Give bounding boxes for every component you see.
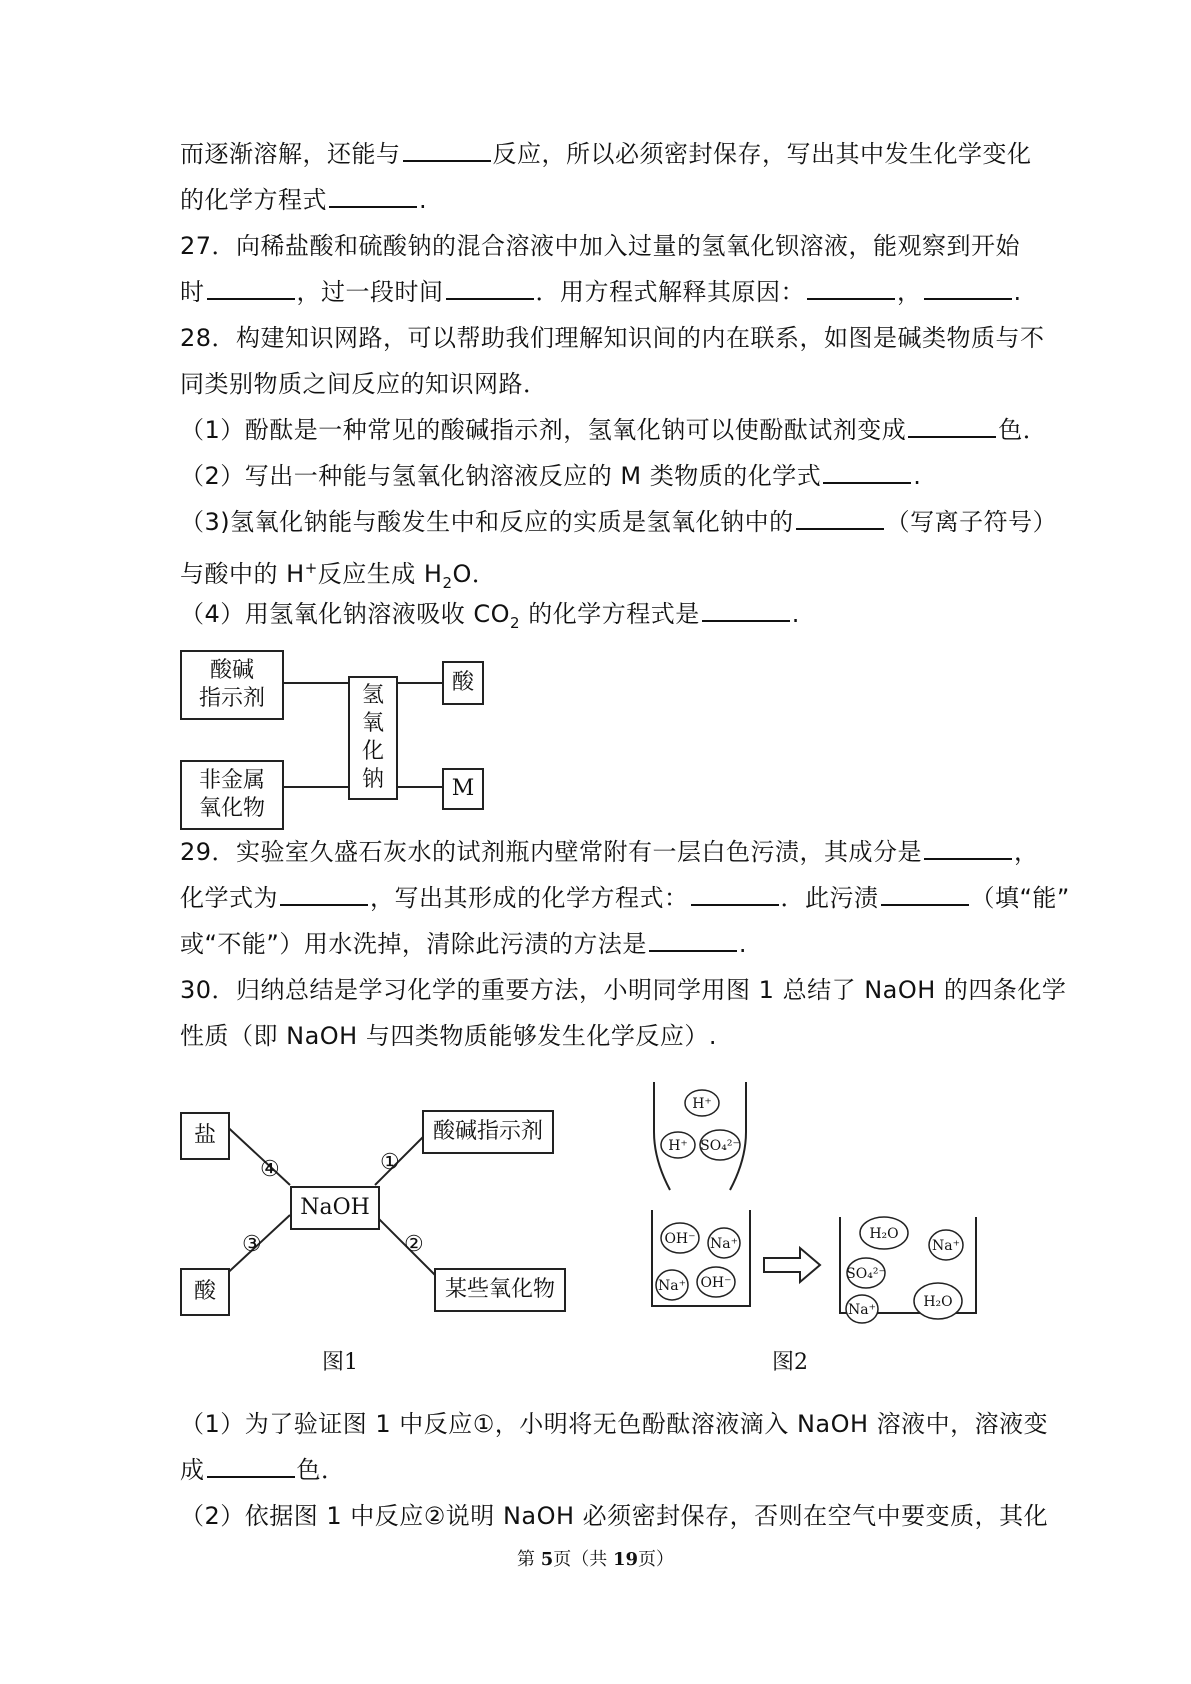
indicator-box: 酸碱 指示剂 <box>180 650 284 720</box>
answer-blank[interactable] <box>823 460 911 484</box>
ion-label: Na⁺ <box>658 1278 686 1294</box>
text-line: （2）依据图 1 中反应②说明 NaOH 必须密封保存，否则在空气中要变质，其化 <box>180 1502 1049 1530</box>
answer-blank[interactable] <box>908 414 996 438</box>
text-line: （1）为了验证图 1 中反应①，小明将无色酚酞溶液滴入 NaOH 溶液中，溶液变 <box>180 1410 1049 1438</box>
connector-line <box>282 682 348 684</box>
sodium-hydroxide-box: 氢 氧 化 钠 <box>348 676 398 800</box>
answer-blank[interactable] <box>280 882 368 906</box>
text-line: （4）用氢氧化钠溶液吸收 $CO_2$ 的化学方程式是 . <box>180 600 800 632</box>
text-line: 与酸中的 H+反应生成 $H_2O$． <box>180 559 497 592</box>
reaction-4-label: ④ <box>260 1157 280 1182</box>
ion-label: H₂O <box>869 1226 899 1242</box>
reaction-1-label: ① <box>380 1150 400 1175</box>
answer-blank[interactable] <box>446 276 534 300</box>
answer-blank[interactable] <box>796 506 884 530</box>
acid-box: 酸 <box>180 1268 230 1316</box>
ion-label: Na⁺ <box>932 1238 960 1254</box>
text-line: 而逐渐溶解，还能与 反应，所以必须密封保存，写出其中发生化学变化 <box>180 140 1032 168</box>
figure-2-drawing <box>640 1080 980 1340</box>
ion-label: OH⁻ <box>664 1231 696 1247</box>
text-line: 同类别物质之间反应的知识网路． <box>180 370 548 398</box>
text-line: 的化学方程式 . <box>180 186 428 214</box>
answer-blank[interactable] <box>807 276 895 300</box>
ion-label: H₂O <box>923 1294 953 1310</box>
answer-blank[interactable] <box>329 184 417 208</box>
answer-blank[interactable] <box>207 1454 295 1478</box>
answer-blank[interactable] <box>649 928 737 952</box>
question-29: 29．实验室久盛石灰水的试剂瓶内壁常附有一层白色污渍，其成分是 ， <box>180 838 1039 866</box>
text-line: 成 色． <box>180 1456 346 1484</box>
salt-box: 盐 <box>180 1112 230 1160</box>
text-line: 时 ，过一段时间 ．用方程式解释其原因： ， . <box>180 278 1022 306</box>
connector-line <box>396 786 442 788</box>
answer-blank[interactable] <box>924 836 1012 860</box>
oxide-box: 某些氧化物 <box>434 1268 566 1312</box>
answer-blank[interactable] <box>207 276 295 300</box>
naoh-box: NaOH <box>290 1186 380 1230</box>
question-27: 27．向稀盐酸和硫酸钠的混合溶液中加入过量的氢氧化钡溶液，能观察到开始 <box>180 232 1021 260</box>
answer-blank[interactable] <box>924 276 1012 300</box>
answer-blank[interactable] <box>702 598 790 622</box>
question-28: 28．构建知识网路，可以帮助我们理解知识间的内在联系，如图是碱类物质与不 <box>180 324 1045 352</box>
text-line: 性质（即 NaOH 与四类物质能够发生化学反应）. <box>180 1022 717 1050</box>
page-total: 19 <box>612 1549 639 1570</box>
answer-blank[interactable] <box>691 882 779 906</box>
ion-label: OH⁻ <box>700 1275 732 1291</box>
page-number: 5 <box>540 1549 554 1570</box>
nonmetal-oxide-box: 非金属 氧化物 <box>180 760 284 830</box>
ion-label: H⁺ <box>668 1138 688 1154</box>
m-box: M <box>442 768 484 810</box>
text-line: 或“不能”）用水洗掉，清除此污渍的方法是 . <box>180 930 748 958</box>
ion-label: SO₄²⁻ <box>846 1266 886 1282</box>
acid-box: 酸 <box>442 661 484 705</box>
indicator-box: 酸碱指示剂 <box>422 1110 554 1154</box>
ion-label: H⁺ <box>692 1096 712 1112</box>
ion-label: Na⁺ <box>848 1302 876 1318</box>
ion-label: Na⁺ <box>710 1236 738 1252</box>
answer-blank[interactable] <box>881 882 969 906</box>
text-line: （1）酚酞是一种常见的酸碱指示剂，氢氧化钠可以使酚酞试剂变成 色． <box>180 416 1048 444</box>
figure-1-caption: 图1 <box>322 1350 358 1375</box>
connector-line <box>282 786 348 788</box>
text-line: （3)氢氧化钠能与酸发生中和反应的实质是氢氧化钠中的 （写离子符号） <box>180 508 1058 536</box>
figure-2-caption: 图2 <box>772 1350 808 1375</box>
connector-line <box>396 682 442 684</box>
answer-blank[interactable] <box>403 138 491 162</box>
text-line: （2）写出一种能与氢氧化钠溶液反应的 M 类物质的化学式 . <box>180 462 922 490</box>
page-footer: 第 5页（共 19页） <box>516 1549 675 1570</box>
question-30: 30．归纳总结是学习化学的重要方法，小明同学用图 1 总结了 NaOH 的四条化学 <box>180 976 1067 1004</box>
text-line: 化学式为 ，写出其形成的化学方程式： ．此污渍 （填“能” <box>180 884 1070 912</box>
reaction-3-label: ③ <box>242 1232 262 1257</box>
ion-label: SO₄²⁻ <box>700 1138 740 1154</box>
reaction-2-label: ② <box>404 1232 424 1257</box>
